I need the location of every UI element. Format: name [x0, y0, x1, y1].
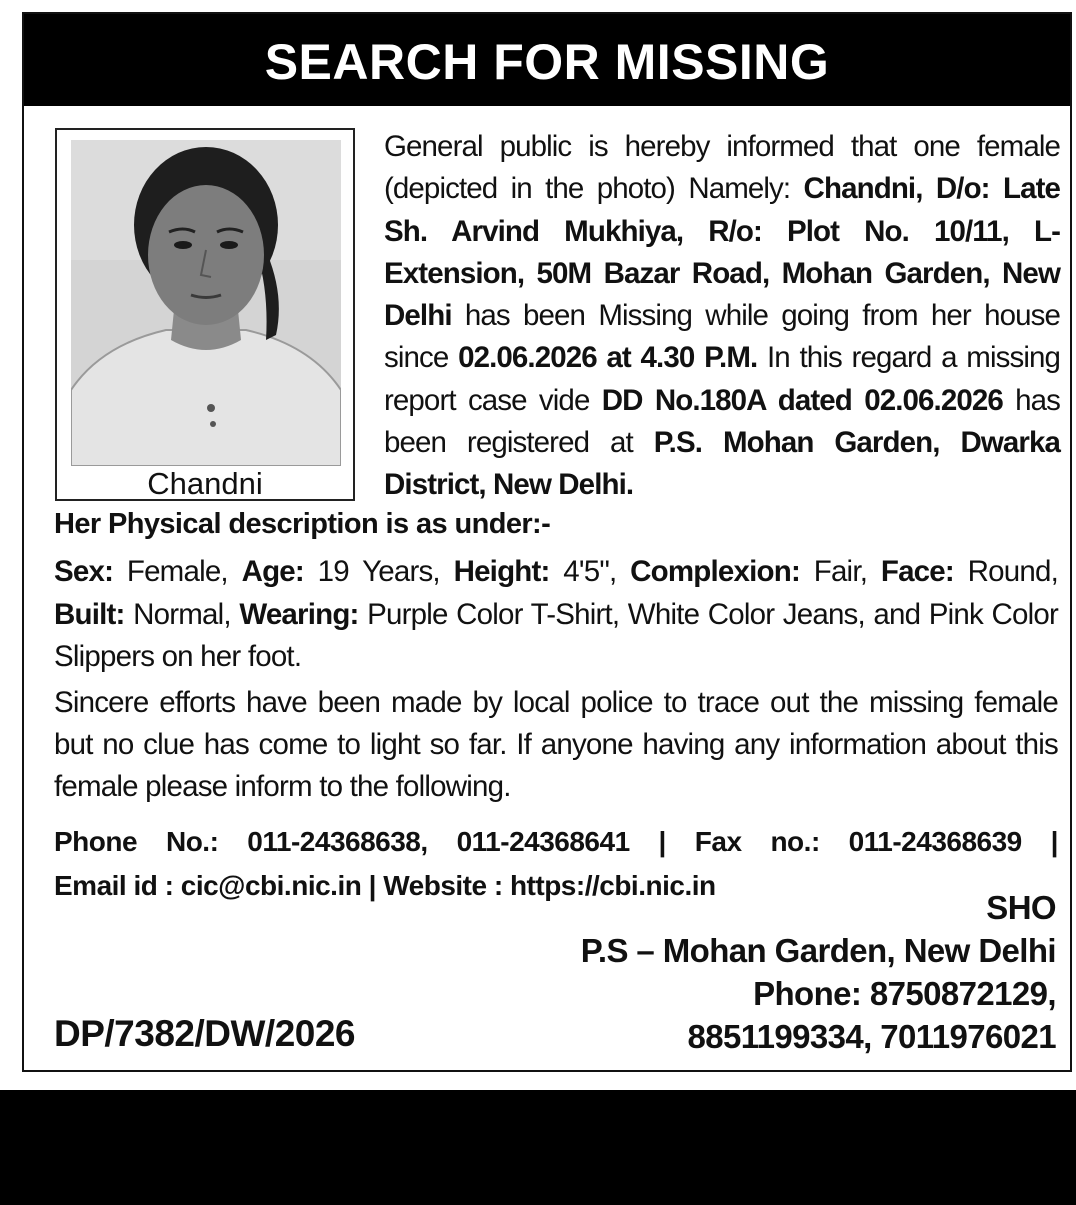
face-value: Round,: [953, 555, 1058, 588]
portrait-illustration: [71, 140, 341, 466]
top-margin: [0, 0, 1076, 12]
sex-label: Sex:: [54, 555, 114, 588]
sho-title: SHO: [986, 889, 1056, 926]
sho-phone-continued: 8851199334, 7011976021: [687, 1018, 1056, 1055]
intro-text: has been registered at: [384, 383, 1061, 460]
built-label: Built:: [54, 597, 125, 631]
notice-intro-paragraph: [384, 126, 1060, 507]
face-label: Face:: [880, 555, 954, 588]
complexion-label: Complexion:: [630, 555, 800, 588]
age-label: Age:: [241, 555, 304, 588]
report-reference: DD No.180A dated 02.06.2026: [601, 383, 1003, 417]
phone-fax-line: Phone No.: 011-24368638, 011-24368641 | Fax no.: 011-24368639 |: [54, 826, 1058, 857]
height-label: Height:: [453, 555, 550, 588]
age-value: 19 Years,: [303, 555, 454, 588]
email-website-line: Email id : cic@cbi.nic.in | Website : https://cbi.nic.in: [54, 870, 716, 901]
sho-station: P.S – Mohan Garden, New Delhi: [580, 932, 1056, 969]
description-heading: Her Physical description is as under:-: [54, 508, 551, 540]
missing-person-notice: [22, 12, 1072, 1072]
intro-text: has been Missing while going from her house since: [384, 299, 1060, 375]
height-value: 4'5",: [549, 555, 631, 588]
spacer: [0, 1072, 1076, 1090]
bottom-black-band: [0, 1090, 1076, 1205]
photo-caption: Chandni: [147, 466, 263, 501]
photo-frame: [55, 128, 355, 501]
sho-phone: Phone: 8750872129,: [753, 975, 1056, 1012]
complexion-value: Fair,: [800, 555, 881, 588]
portrait-photo: [71, 140, 341, 466]
person-name-address: Chandni, D/o: Late Sh. Arvind Mukhiya, R/o: Plot No. 10/11, L-Extension, 50M Bazar Road, Mohan Garden, New Delhi: [384, 172, 1061, 333]
police-station: P.S. Mohan Garden, Dwarka District, New Delhi.: [384, 426, 1060, 502]
wearing-value: Purple Color T-Shirt, White Color Jeans, and Pink Color Slippers on her foot.: [54, 597, 1058, 673]
built-value: Normal,: [124, 597, 240, 631]
sho-signature-block: [496, 886, 1056, 1058]
appeal-paragraph: Sincere efforts have been made by local police to trace out the missing female but no clue has come to light so far. If anyone having any information about this female please inform to the following.: [54, 686, 1058, 803]
intro-text: General public is hereby informed that one female (depicted in the photo) Namely:: [384, 130, 1060, 206]
wearing-label: Wearing:: [239, 597, 359, 631]
missing-since-date: 02.06.2026 at 4.30 P.M.: [458, 341, 758, 375]
sex-value: Female,: [113, 555, 242, 588]
physical-description: [54, 551, 1058, 679]
dp-reference-number: DP/7382/DW/2026: [54, 1013, 356, 1054]
notice-title: SEARCH FOR MISSING: [24, 14, 1070, 106]
intro-text: In this regard a missing report case vide: [384, 341, 1060, 417]
